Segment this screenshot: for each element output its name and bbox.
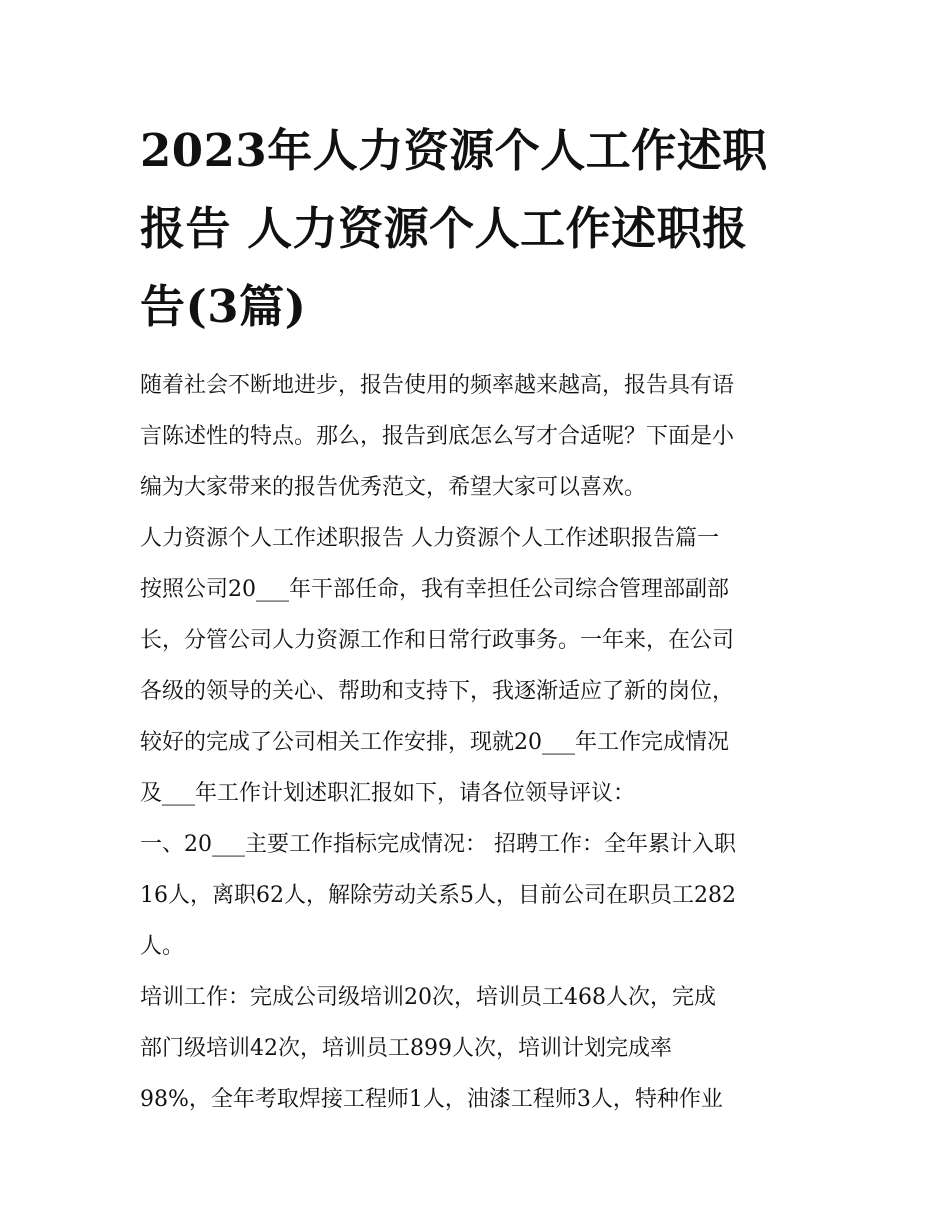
text-line: 编为大家带来的报告优秀范文，希望大家可以喜欢。 — [140, 475, 647, 500]
document-title — [140, 112, 820, 346]
text-line: 及___年工作计划述职汇报如下，请各位领导评议： — [140, 781, 636, 806]
training-paragraph — [140, 972, 820, 1125]
text-line: 长，分管公司人力资源工作和日常行政事务。一年来，在公司 — [140, 628, 735, 653]
text-line: 98%，全年考取焊接工程师1人，油漆工程师3人，特种作业 — [140, 1087, 723, 1112]
text-line: 部门级培训42次，培训员工899人次，培训计划完成率 — [140, 1036, 672, 1061]
text-line: 随着社会不断地进步，报告使用的频率越来越高，报告具有语 — [140, 373, 735, 398]
text-line: 人。 — [140, 934, 185, 959]
title-line: 报告 人力资源个人工作述职报 — [140, 202, 748, 255]
text-line: 16人，离职62人，解除劳动关系5人，目前公司在职员工282 — [140, 883, 736, 908]
section-heading-paragraph — [140, 513, 820, 564]
text-line: 较好的完成了公司相关工作安排，现就20___年工作完成情况 — [140, 730, 729, 755]
text-line: 按照公司20___年干部任命，我有幸担任公司综合管理部副部 — [140, 577, 729, 602]
intro-paragraph — [140, 360, 820, 513]
document-page — [140, 112, 820, 1125]
recruitment-paragraph — [140, 819, 820, 972]
text-line: 人力资源个人工作述职报告 人力资源个人工作述职报告篇一 — [140, 526, 719, 551]
text-line: 各级的领导的关心、帮助和支持下，我逐渐适应了新的岗位， — [140, 679, 735, 704]
text-line: 一、20___主要工作指标完成情况： 招聘工作：全年累计入职 — [140, 832, 736, 857]
title-line: 2023年人力资源个人工作述职 — [140, 124, 768, 177]
text-line: 言陈述性的特点。那么，报告到底怎么写才合适呢？下面是小 — [140, 424, 735, 449]
title-line: 告(3篇) — [140, 280, 307, 333]
document-body — [140, 360, 820, 1125]
text-line: 培训工作：完成公司级培训20次，培训员工468人次，完成 — [140, 985, 716, 1010]
overview-paragraph — [140, 564, 820, 819]
